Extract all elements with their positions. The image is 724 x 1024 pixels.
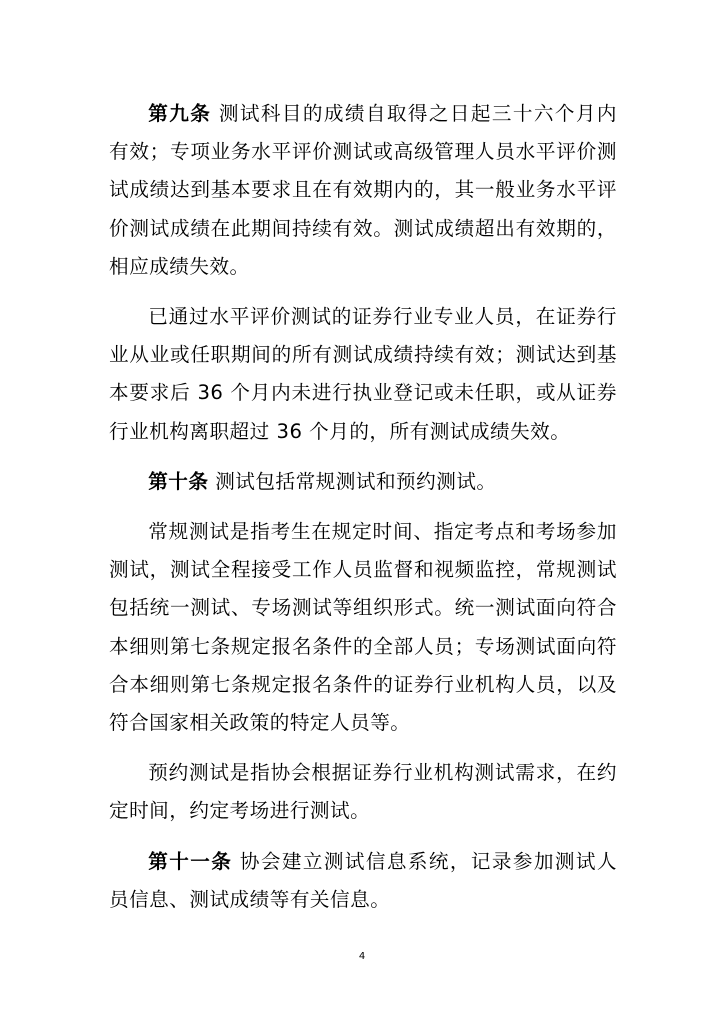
article-number: 第十一条 [148, 849, 233, 873]
article-number: 第九条 [148, 102, 212, 125]
paragraph-text: 预约测试是指协会根据证券行业机构测试需求，在约定时间，约定考场进行测试。 [109, 761, 617, 823]
paragraph-article-11 [109, 843, 617, 919]
page-number: 4 [358, 951, 366, 962]
paragraph-article-10 [109, 463, 617, 501]
paragraph-text: 协会建立测试信息系统，记录参加测试人员信息、测试成绩等有关信息。 [109, 849, 617, 911]
paragraph-text: 常规测试是指考生在规定时间、指定考点和考场参加测试，测试全程接受工作人员监督和视频监控，常规测试包括统一测试、专场测试等组织形式。统一测试面向符合本细则第七条规定报名条件的全部人员；专场测试面向符合本细则第七条规定报名条件的证券行业机构人员，以及符合国家相关政策的特定人员等。 [109, 520, 617, 735]
document-body [109, 95, 617, 919]
paragraph-article-9-continued [109, 298, 617, 451]
paragraph-text: 已通过水平评价测试的证券行业专业人员，在证券行业从业或任职期间的所有测试成绩持续有效；测试达到基本要求后 36 个月内未进行执业登记或未任职，或从证券行业机构离职超过 36 个月的，所有测试成绩失效。 [109, 305, 617, 443]
paragraph-appointment-test [109, 754, 617, 830]
paragraph-article-9 [109, 95, 617, 286]
paragraph-regular-test [109, 513, 617, 742]
article-number: 第十条 [148, 469, 209, 493]
paragraph-text: 测试科目的成绩自取得之日起三十六个月内有效；专项业务水平评价测试或高级管理人员水平评价测试成绩达到基本要求且在有效期内的，其一般业务水平评价测试成绩在此期间持续有效。测试成绩超出有效期的，相应成绩失效。 [109, 102, 617, 278]
paragraph-text: 测试包括常规测试和预约测试。 [208, 469, 497, 493]
